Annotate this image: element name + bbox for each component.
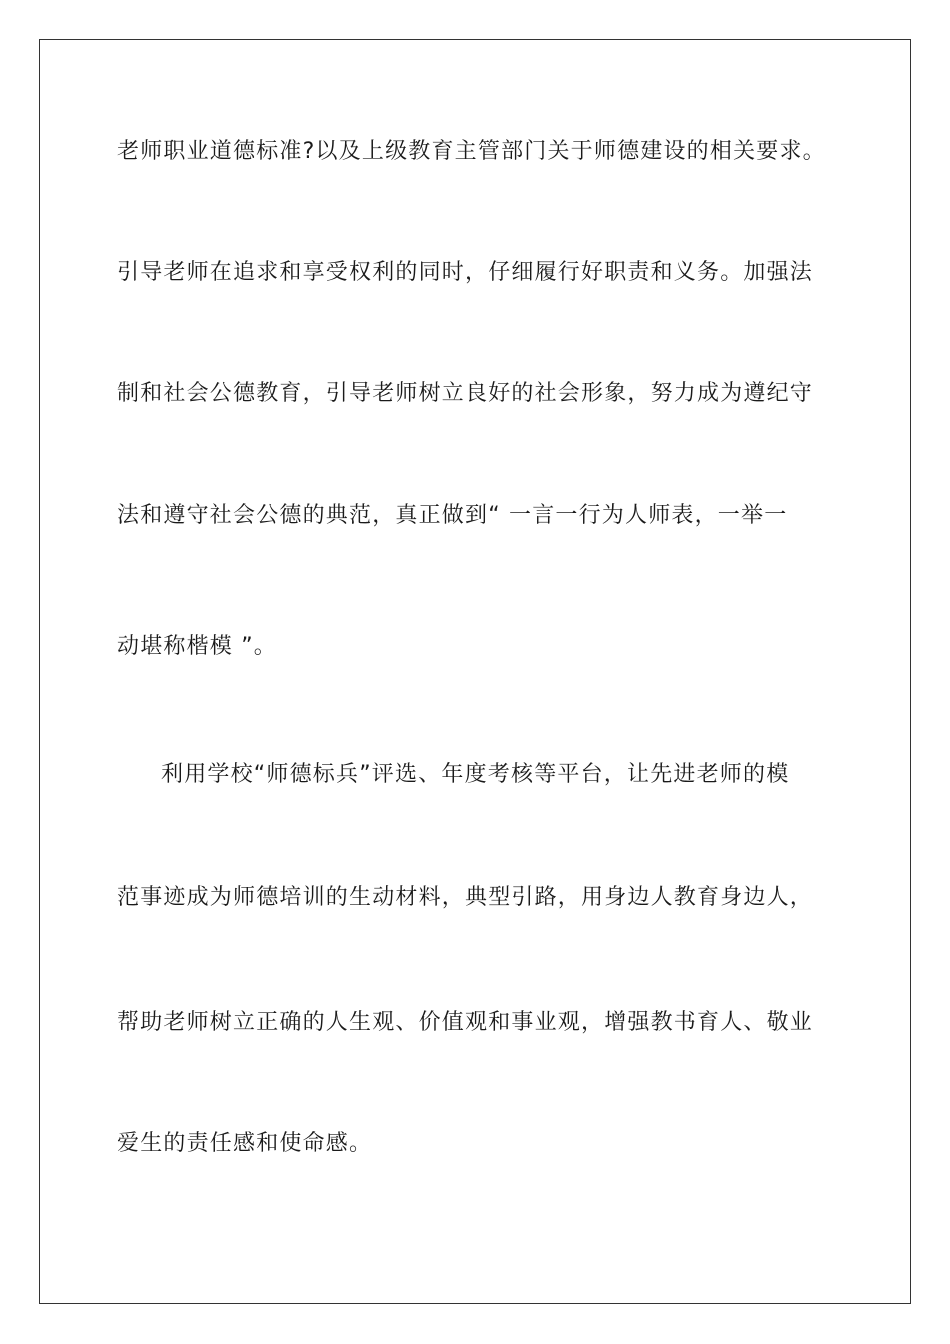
paragraph-line: 利用学校“师德标兵”评选、年度考核等平台，让先进老师的模 — [161, 762, 790, 787]
paragraph-line: 帮助老师树立正确的人生观、价值观和事业观，增强教书育人、敬业 — [117, 1010, 814, 1035]
paragraph-line: 引导老师在追求和享受权利的同时，仔细履行好职责和义务。加强法 — [117, 260, 814, 285]
paragraph-line: 法和遵守社会公德的典范，真正做到“ 一言一行为人师表，一举一 — [117, 503, 788, 528]
paragraph-line: 制和社会公德教育，引导老师树立良好的社会形象，努力成为遵纪守 — [117, 381, 814, 406]
page-border — [39, 39, 911, 1304]
paragraph-line: 动堪称楷模 ”。 — [117, 634, 277, 659]
paragraph-line: 老师职业道德标准?以及上级教育主管部门关于师德建设的相关要求。 — [117, 139, 826, 164]
paragraph-line: 爱生的责任感和使命感。 — [117, 1131, 373, 1156]
paragraph-line: 范事迹成为师德培训的生动材料，典型引路，用身边人教育身边人， — [117, 885, 814, 910]
